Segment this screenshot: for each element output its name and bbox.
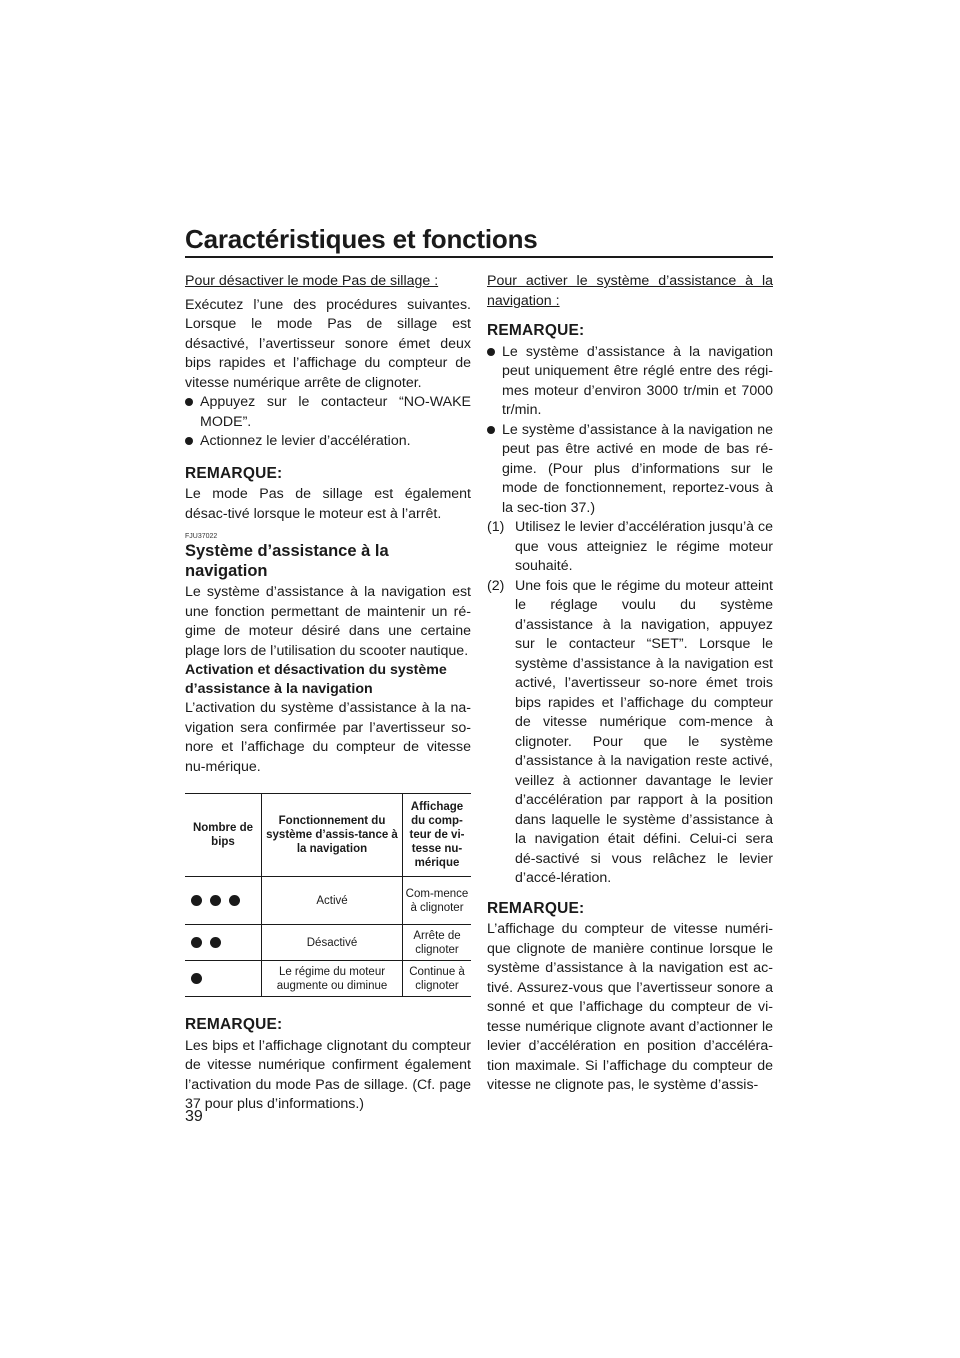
table-header-row [185,794,471,877]
function-cell: Désactivé [262,925,403,961]
function-cell: Le régime du moteur augmente ou diminue [262,961,403,997]
table-header: Fonctionnement du système d’assis-tance à la navigation [262,794,403,877]
right-column [487,272,773,1096]
remark-label: REMARQUE: [185,1016,283,1033]
section-text: Le système d’assistance à la navigation est une fonction permettant de maintenir un ré-gime de moteur désiré dans une certaine plage lors de l’utilisation du scooter nautique. [185,584,471,659]
list-item [185,393,471,432]
bullet-icon [487,426,495,434]
header-rule [185,256,773,258]
list-item [487,577,773,889]
subsection-title: Activation et désactivation du système d’assistance à la navigation [185,662,447,697]
display-cell: Continue à clignoter [403,961,472,997]
list-item [185,432,471,452]
table-row [185,961,471,997]
beep-table [185,793,471,997]
beep-dot-icon [210,895,221,906]
beep-dot-icon [191,895,202,906]
beep-count-cell [185,877,262,925]
bullet-text: Le système d’assistance à la navigation ne peut pas être activé en mode de bas ré-gime. (Pour plus d’informations sur le mode de fonctionnement, reportez-vous à la sec-tion 37.) [502,421,773,516]
beep-dot-icon [191,937,202,948]
function-cell: Activé [262,877,403,925]
step-number: (2) [487,577,505,594]
step-text: Utilisez le levier d’accélération jusqu’à ce que vous atteigniez le régime moteur souhaité. [515,519,773,574]
table-header: Affichage du comp-teur de vi-tesse nu-mérique [403,794,472,877]
beep-dot-icon [210,937,221,948]
list-item [487,343,773,421]
remark-text: Le mode Pas de sillage est également désac-tivé lorsque le moteur est à l’arrêt. [185,486,471,522]
table-row [185,925,471,961]
remark-text: Les bips et l’affichage clignotant du compteur de vitesse numérique confirment également l’activation du mode Pas de sillage. (Cf. page 37 pour plus d’informations.) [185,1037,471,1112]
step-number: (1) [487,519,505,535]
display-cell: Com-mence à clignoter [403,877,472,925]
bullet-icon [487,348,495,356]
bullet-icon [185,437,193,445]
deactivate-bullets [185,393,471,452]
left-column [185,272,471,1115]
activate-heading: Pour activer le système d’assistance à la navigation : [487,273,773,309]
remark-label: REMARQUE: [487,322,585,339]
deactivate-heading: Pour désactiver le mode Pas de sillage : [185,273,439,289]
section-title: Système d’assistance à la navigation [185,542,389,580]
step-text: Une fois que le régime du moteur atteint le réglage voulu du système d’assistance à la navigation, appuyez sur le contacteur “SET”. Lorsque le système d’assistance à la navigation est activé, l’avertisseur so-nore émet trois bips rapides et l’affichage du compteur de vitesse numérique com-mence à clignoter. Pour que le système d’assistance à la navigation reste activé, veillez à actionner davantage le levier d’accélération par rapport à la position dans laquelle le système d’assistance à la navigation était défini. Celui-ci sera dé-sactivé si vous relâchez le levier d’accé-lération. [515,577,773,886]
beep-dot-icon [191,973,202,984]
page-title: Caractéristiques et fonctions [185,224,538,254]
list-item [487,518,773,577]
page-number: 39 [185,1108,203,1125]
activation-steps [487,518,773,889]
list-item [487,421,773,519]
display-cell: Arrête de clignoter [403,925,472,961]
bullet-text: Actionnez le levier d’accélération. [200,433,411,449]
beep-dot-icon [229,895,240,906]
remark-label: REMARQUE: [185,464,283,482]
beep-count-cell [185,961,262,997]
section-code: FJU37022 [185,533,218,540]
bullet-text: Appuyez sur le contacteur “NO-WAKE MODE”. [200,394,471,430]
remark-text: L’affichage du compteur de vitesse numéri-que clignote de manière continue lorsque le système d’assistance à la navigation est ac-tivé. Assurez-vous que l’avertisseur sonore a sonné et que l’affichage du compteur de vi-tesse numérique clignote avant d’actionner le levier d’accélération en position d’accéléra-tion maximale. Si l’affichage du compteur de vitesse ne clignote pas, le système d’assis- [487,921,773,1093]
table-header: Nombre de bips [185,794,262,877]
activate-bullets [487,343,773,519]
remark-label: REMARQUE: [487,899,585,917]
bullet-icon [185,398,193,406]
bullet-text: Le système d’assistance à la navigation peut uniquement être réglé entre des régi-mes moteur d’environ 3000 tr/min et 7000 tr/min. [502,343,773,418]
beep-count-cell [185,925,262,961]
page-header [185,222,773,256]
deactivate-text: Exécutez l’une des procédures suivantes. Lorsque le mode Pas de sillage est désactivé, l’avertisseur sonore émet deux bips rapides et l’affichage du compteur de vitesse numérique arrête de clignoter. [185,296,471,391]
subsection-text: L’activation du système d’assistance à la na-vigation sera confirmée par l’avertisseur so-nore et l’affichage du compteur de vitesse nu-mérique. [185,700,471,775]
table-row [185,877,471,925]
